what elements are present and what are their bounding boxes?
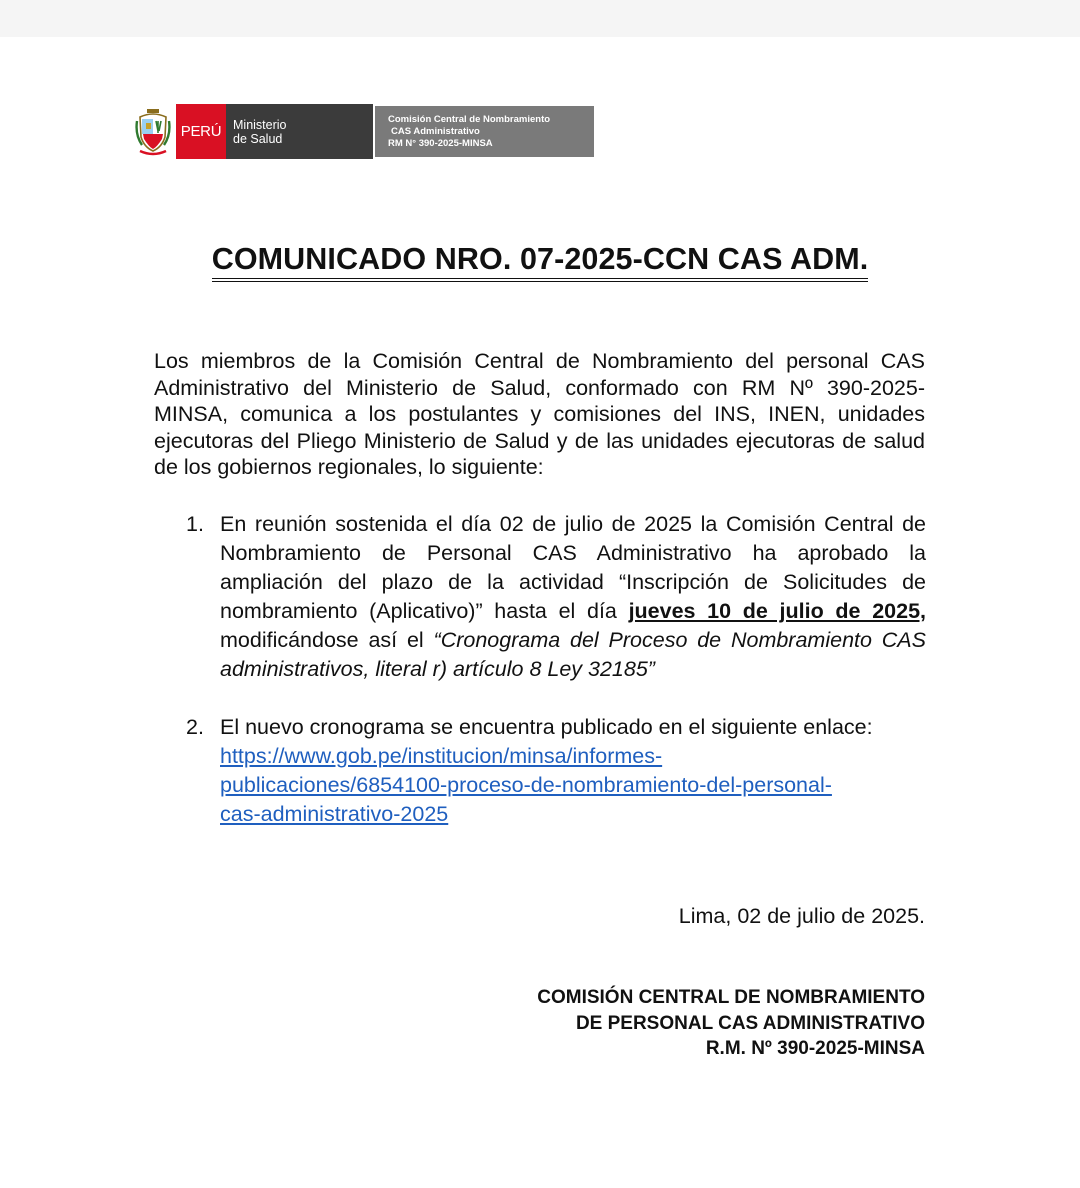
signature-line-2: DE PERSONAL CAS ADMINISTRATIVO [575, 1012, 925, 1034]
commission-line-1: Comisión Central de Nombramiento [388, 113, 551, 125]
ministry-name [226, 104, 375, 159]
signature-line-1: COMISIÓN CENTRAL DE NOMBRAMIENTO [537, 987, 925, 1008]
signature-line-3: R.M. Nº 390-2025-MINSA [705, 1038, 925, 1059]
document-title: COMUNICADO NRO. 07-2025-CCN CAS ADM. [212, 242, 869, 282]
item2-text: El nuevo cronograma se encuentra publicado en el siguiente enlace: [220, 715, 873, 739]
ministry-logo [130, 104, 594, 159]
ministry-line-2: de Salud [233, 131, 283, 146]
list-item-text [220, 510, 926, 684]
signature-block [537, 985, 925, 1062]
schedule-reference: “Cronograma del Proceso de Nombramiento CAS administrativos, literal r) artículo 8 Ley 32185” [220, 628, 926, 681]
list-item-text [220, 713, 926, 829]
item1-middle: modificándose así el [220, 628, 434, 652]
deadline-date: jueves 10 de julio de 2025, [628, 599, 926, 623]
list-item [186, 510, 926, 684]
intro-paragraph: Los miembros de la Comisión Central de Nombramiento del personal CAS Administrativo del Ministerio de Salud, conformado con RM Nº 390-2025-MINSA, comunica a los postulantes y comisiones del INS, INEN, unidades ejecutoras del Pliego Ministerio de Salud y de las unidades ejecutoras de salud de los gobiernos regionales, lo siguiente: [154, 349, 925, 479]
link-line-2: publicaciones/6854100-proceso-de-nombramiento-del-personal- [220, 773, 832, 797]
document-title-wrap [0, 242, 1080, 282]
coat-of-arms-icon [130, 104, 176, 159]
date-line: Lima, 02 de julio de 2025. [678, 904, 925, 928]
list-item [186, 713, 926, 829]
schedule-link[interactable] [220, 742, 926, 829]
link-line-1: https://www.gob.pe/institucion/minsa/informes- [220, 744, 663, 768]
list-number: 1. [186, 512, 204, 536]
link-line-3: cas-administrativo-2025 [220, 802, 449, 826]
item1-text: En reunión sostenida el día 02 de julio de 2025 la Comisión Central de Nombramiento de Personal CAS Administrativo ha aprobado la ampliación del plazo de la actividad “Inscripción de Solicitudes de nombramiento (Aplicativo)” hasta el día [220, 512, 926, 623]
commission-line-3: RM N° 390-2025-MINSA [388, 137, 493, 149]
commission-line-2: CAS Administrativo [391, 125, 480, 137]
list-number: 2. [186, 715, 204, 739]
peru-label: PERÚ [176, 104, 226, 159]
commission-label [375, 106, 594, 157]
ministry-line-1: Ministerio [233, 117, 287, 132]
top-band [0, 0, 1080, 37]
